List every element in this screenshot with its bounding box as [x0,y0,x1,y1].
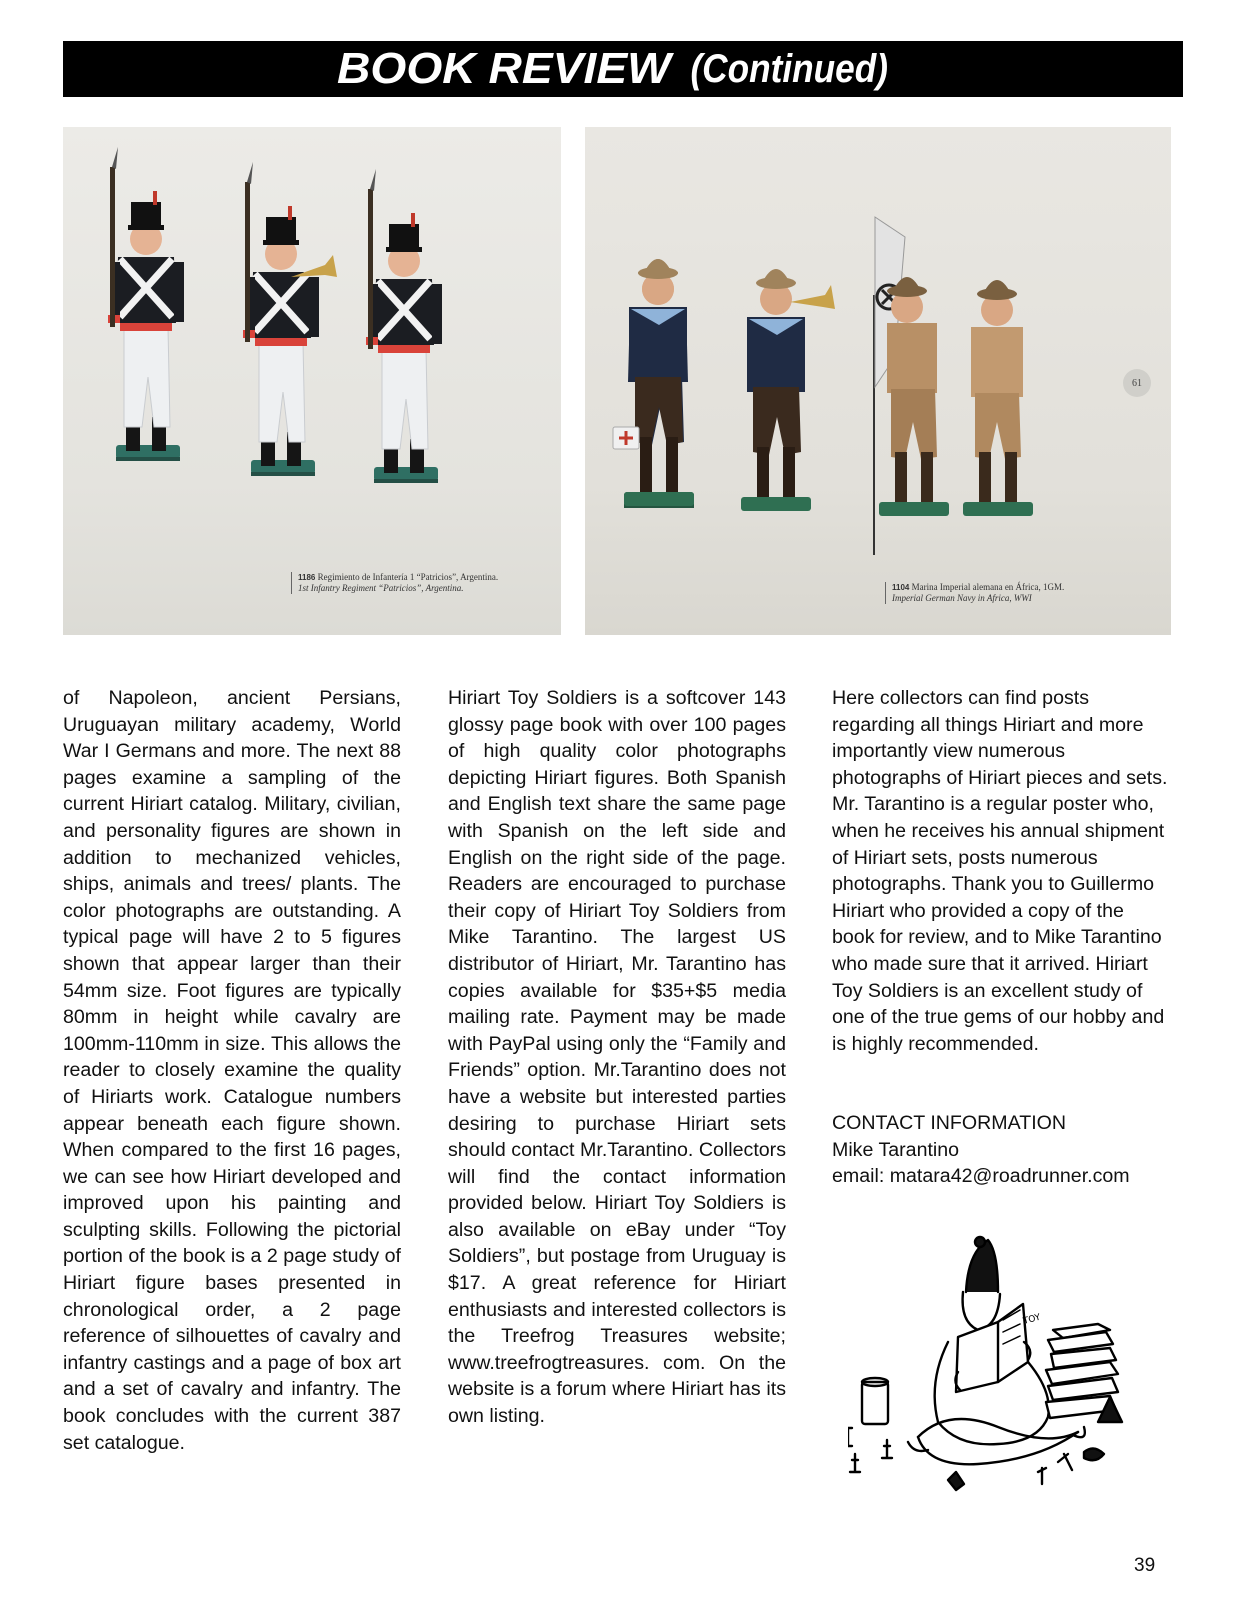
photo-caption [885,582,1064,604]
soldier-figures-image [585,127,1171,635]
contact-information [832,1110,1130,1190]
caption-number: 1186 [298,573,316,582]
page-header-banner [63,41,1183,97]
reading-collector-illustration [848,1232,1148,1522]
header-title: BOOK REVIEW [336,44,671,93]
photo-caption [291,572,498,594]
photo-german-navy-africa [585,127,1171,635]
caption-english: 1st Infantry Regiment “Patricios”, Argentina. [298,583,464,593]
caption-spanish: Marina Imperial alemana en África, 1GM. [911,582,1065,592]
article-column-2: Hiriart Toy Soldiers is a softcover 143 glossy page book with over 100 pages of high quality color photographs depicting Hiriart figures. Both Spanish and English text share the same page with Spanish on the left side and English on the right side of the page. Readers are encouraged to purchase their copy of Hiriart Toy Soldiers from Mike Tarantino. The largest US distributor of Hiriart, Mr. Tarantino has copies available for $35+$5 media mailing rate. Payment may be made with PayPal using only the “Family and Friends” option. Mr.Tarantino does not have a website but interested parties desiring to purchase Hiriart sets should contact Mr.Tarantino. Collectors will find the contact information provided below. Hiriart Toy Soldiers is also available on eBay under “Toy Soldiers”, but postage from Uruguay is $17. A great reference for Hiriart enthusiasts and interested collectors is the Treefrog Treasures website; www.treefrogtreasures. com. On the website is a forum where Hiriart has its own listing. [448,687,786,1428]
photo-patricios-infantry [63,127,561,635]
caption-number: 1104 [892,583,910,592]
contact-email: email: matara42@roadrunner.com [832,1165,1130,1188]
book-page-number-badge: 61 [1123,369,1151,397]
contact-name: Mike Tarantino [832,1138,960,1161]
header-subtitle: (Continued) [690,46,888,91]
caption-spanish: Regimiento de Infantería 1 “Patricios”, Argentina. [317,572,499,582]
illustration-book-label: TOY [1022,1312,1042,1327]
contact-heading: CONTACT INFORMATION [832,1112,1067,1134]
soldier-figures-image [63,127,561,635]
article-column-3: Here collectors can find posts regarding all things Hiriart and more importantly view numerous photographs of Hiriart pieces and sets. Mr. Tarantino is a regular poster who, when he receives his annual shipment of Hiriart sets, posts numerous photographs. Thank you to Guillermo Hiriart who provided a copy of the book for review, and to Mike Tarantino who made sure that it arrived. Hiriart Toy Soldiers is an excellent study of one of the true gems of our hobby and is highly recommended. [832,687,1168,1055]
page-number: 39 [1134,1555,1156,1576]
caption-english: Imperial German Navy in Africa, WWI [892,593,1032,603]
article-column-1: of Napoleon, ancient Persians, Uruguayan military academy, World War I Germans and more. The next 88 pages examine a sampling of the current Hiriart catalog. Military, civilian, and personality figures are shown in addition to mechanized vehicles, ships, animals and trees/ plants. The color photographs are outstanding. A typical page will have 2 to 5 figures shown that appear larger than their 54mm size. Foot figures are typically 80mm in height while cavalry are 100mm-110mm in size. This allows the reader to closely examine the quality of Hiriarts work. Catalogue numbers appear beneath each figure shown. When compared to the first 16 pages, we can see how Hiriart developed and improved upon his painting and sculpting skills. Following the pictorial portion of the book is a 2 page study of Hiriart figure bases presented in chronological order, a 2 page reference of silhouettes of cavalry and infantry castings and a page of box art and a set of cavalry and infantry. The book concludes with the current 387 set catalogue. [63,687,401,1454]
